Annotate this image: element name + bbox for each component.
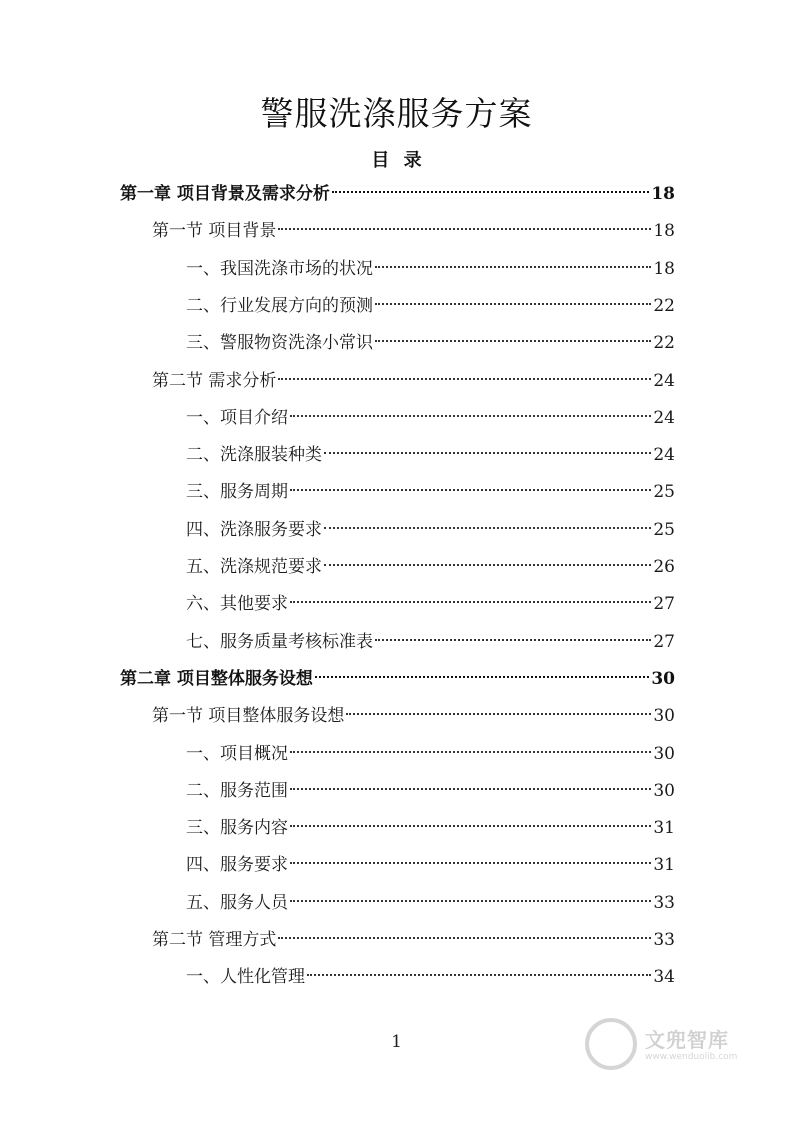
watermark-url: www.wenduolib.com: [645, 1052, 738, 1062]
toc-entry-label: 六、其他要求: [186, 594, 288, 615]
toc-entry-label: 二、服务范围: [186, 780, 288, 801]
toc-entry-item[interactable]: [186, 549, 675, 586]
toc-entry-item[interactable]: [186, 885, 675, 922]
toc-entry-page: 24: [653, 445, 675, 466]
watermark-logo-icon: [585, 1018, 637, 1070]
toc-entry-label: 第一章 项目背景及需求分析: [120, 184, 330, 204]
toc-leader-dots: [324, 564, 651, 566]
toc-entry-label: 二、行业发展方向的预测: [186, 295, 373, 316]
toc-entry-page: 30: [653, 743, 675, 764]
toc-entry-page: 27: [653, 594, 675, 615]
toc-entry-item[interactable]: [186, 847, 675, 884]
toc-heading: [0, 146, 793, 172]
toc-entry-page: 31: [653, 855, 675, 876]
toc-leader-dots: [290, 601, 651, 603]
toc-entry-label: 五、洗涤规范要求: [186, 557, 322, 577]
toc-entry-label: 三、服务周期: [186, 482, 288, 503]
toc-leader-dots: [278, 937, 651, 939]
toc-leader-dots: [290, 788, 651, 790]
watermark-brand: 文兜智库: [645, 1028, 729, 1052]
toc-entry-label: 四、服务要求: [186, 855, 288, 876]
toc-entry-page: 18: [651, 184, 675, 204]
toc-entry-label: 第一节 项目背景: [152, 221, 277, 242]
toc-leader-dots: [290, 825, 651, 827]
toc-entry-label: 七、服务质量考核标准表: [186, 631, 373, 652]
toc-leader-dots: [290, 862, 651, 864]
toc-entry-item[interactable]: [186, 959, 675, 996]
toc-entry-label: 第二节 需求分析: [152, 370, 277, 391]
watermark: [585, 1014, 750, 1074]
toc-entry-section[interactable]: [152, 698, 675, 735]
toc-leader-dots: [307, 974, 651, 976]
toc-entry-page: 22: [653, 333, 675, 354]
page-number: 1: [391, 1032, 402, 1052]
toc-entry-label: 第二章 项目整体服务设想: [120, 668, 313, 689]
toc-entry-page: 22: [653, 295, 675, 316]
toc-leader-dots: [290, 415, 651, 417]
toc-entry-item[interactable]: [186, 325, 675, 362]
toc-entry-page: 18: [653, 221, 675, 242]
toc-entry-item[interactable]: [186, 474, 675, 511]
toc-leader-dots: [324, 452, 651, 454]
toc-entry-chapter[interactable]: [120, 661, 675, 698]
toc-entry-item[interactable]: [186, 773, 675, 810]
toc-entry-page: 30: [653, 780, 675, 801]
toc-entry-item[interactable]: [186, 512, 675, 549]
toc-entry-item[interactable]: [186, 586, 675, 623]
toc-leader-dots: [324, 527, 651, 529]
toc-entry-label: 第二节 管理方式: [152, 930, 277, 950]
toc-entry-label: 五、服务人员: [186, 892, 288, 913]
toc-entry-page: 26: [653, 557, 675, 577]
toc-entry-page: 25: [653, 482, 675, 503]
toc-entry-page: 24: [653, 407, 675, 428]
toc-entry-item[interactable]: [186, 400, 675, 437]
toc-leader-dots: [278, 378, 651, 380]
toc-entry-page: 25: [653, 519, 675, 540]
toc-leader-dots: [290, 751, 651, 753]
toc-leader-dots: [290, 489, 651, 491]
toc-entry-section[interactable]: [152, 213, 675, 250]
toc-entry-label: 一、人性化管理: [186, 967, 305, 988]
toc-entry-page: 30: [653, 706, 675, 727]
toc-leader-dots: [375, 303, 651, 305]
toc-entry-item[interactable]: [186, 437, 675, 474]
toc-entry-item[interactable]: [186, 251, 675, 288]
toc-entry-item[interactable]: [186, 810, 675, 847]
toc-entry-label: 一、我国洗涤市场的状况: [186, 258, 373, 279]
toc-entry-item[interactable]: [186, 288, 675, 325]
toc-entry-page: 31: [653, 818, 675, 839]
toc-leader-dots: [315, 676, 649, 678]
toc-entry-item[interactable]: [186, 624, 675, 661]
toc-entry-page: 33: [653, 892, 675, 913]
toc-entry-label: 二、洗涤服装种类: [186, 445, 322, 466]
toc-leader-dots: [278, 228, 651, 230]
toc-entry-page: 34: [653, 967, 675, 988]
toc-entry-page: 18: [653, 258, 675, 279]
toc-leader-dots: [290, 900, 651, 902]
toc-entry-label: 一、项目概况: [186, 743, 288, 764]
toc-entry-label: 一、项目介绍: [186, 407, 288, 428]
toc-entry-label: 三、警服物资洗涤小常识: [186, 333, 373, 354]
toc-entry-page: 27: [653, 631, 675, 652]
toc-entry-label: 四、洗涤服务要求: [186, 519, 322, 540]
toc-leader-dots: [375, 266, 651, 268]
toc-leader-dots: [332, 191, 649, 193]
toc-heading-char-1: 目: [371, 150, 390, 171]
toc-entry-label: 三、服务内容: [186, 818, 288, 839]
toc-entry-chapter[interactable]: [120, 176, 675, 213]
document-title: 警服洗涤服务方案: [260, 94, 533, 133]
toc-entry-page: 24: [653, 370, 675, 391]
toc-heading-char-2: 录: [403, 150, 422, 171]
toc-entry-item[interactable]: [186, 736, 675, 773]
toc-entry-section[interactable]: [152, 922, 675, 959]
toc-entry-page: 33: [653, 930, 675, 950]
toc-entry-label: 第一节 项目整体服务设想: [152, 706, 345, 727]
toc-entry-page: 30: [651, 668, 675, 689]
toc-leader-dots: [346, 713, 651, 715]
toc-leader-dots: [375, 639, 651, 641]
toc-leader-dots: [375, 340, 651, 342]
toc-entry-section[interactable]: [152, 363, 675, 400]
